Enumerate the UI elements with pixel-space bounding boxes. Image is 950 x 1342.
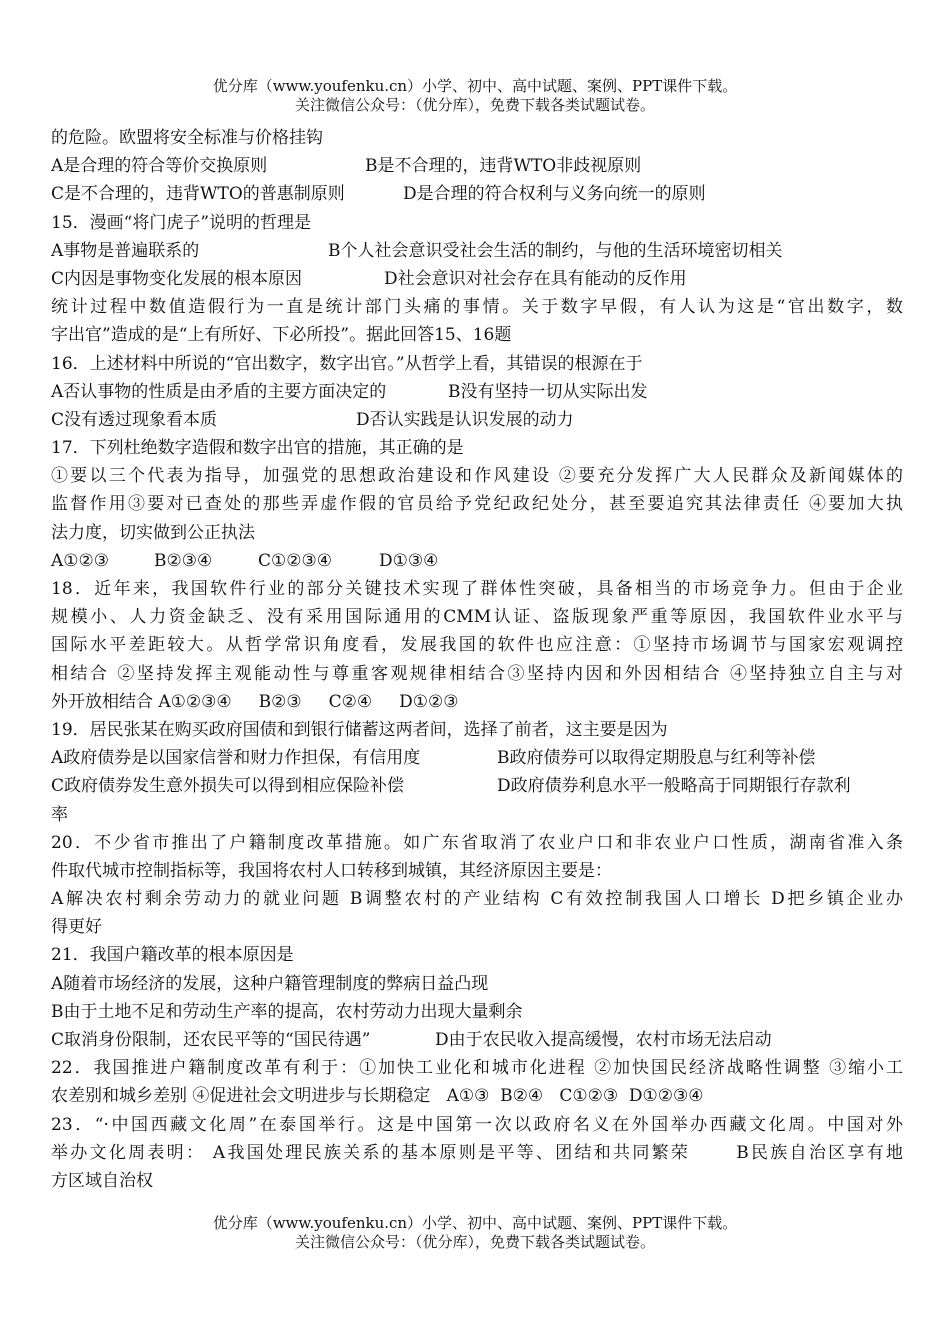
option-d: D是合理的符合权利与义务向统一的原则 [403, 184, 706, 205]
option-a: A①②③ [51, 550, 109, 571]
question-line: 国际水平差距较大。从哲学常识角度看，发展我国的软件也应注意：①坚持市场调节与国家宏观调控 [51, 635, 903, 656]
option-a: A否认事物的性质是由矛盾的主要方面决定的 [51, 381, 387, 402]
passage-line: 统计过程中数值造假行为一直是统计部门头痛的事情。关于数字早假，有人认为这是“官出数字，数 [51, 297, 903, 318]
statement-line: 监督作用③要对已查处的那些弄虚作假的官员给予党纪政纪处分，甚至要追究其法律责任 ④要加大执 [51, 494, 903, 515]
question-17: 17．下列杜绝数字造假和数字出官的措施，其正确的是 [51, 438, 464, 459]
header-line-1: 优分库（www.youfenku.cn）小学、初中、高中试题、案例、PPT课件下载。 [212, 77, 738, 95]
option-c: C①②③④ [258, 550, 332, 571]
option-line [51, 1026, 903, 1054]
question-20: 20．不少省市推出了户籍制度改革措施。如广东省取消了农业户口和非农业户口性质，湖南省准入条 [51, 832, 903, 853]
option-c: C内因是事物变化发展的根本原因 [51, 268, 303, 289]
option-line [51, 237, 903, 265]
page-header [0, 77, 950, 115]
option-line: 率 [51, 804, 68, 825]
option-line [51, 180, 903, 208]
option-c: C没有透过现象看本质 [51, 409, 218, 430]
option-line [51, 378, 903, 406]
question-line: 相结合 ②坚持发挥主观能动性与尊重客观规律相结合③坚持内因和外因相结合 ④坚持独立自主与对 [51, 663, 903, 684]
footer-line-2: 关注微信公众号：（优分库），免费下载各类试题试卷。 [294, 1233, 655, 1251]
option-c: C政府债券发生意外损失可以得到相应保险补偿 [51, 776, 405, 797]
document-body [51, 124, 903, 1195]
option-c: C是不合理的，违背WTO的普惠制原则 [51, 184, 345, 205]
option-line [51, 772, 903, 800]
question-23: 23．“·中国西藏文化周”在泰国举行。这是中国第一次以政府名义在外国举办西藏文化周。中国对外 [51, 1114, 903, 1135]
question-line: 规模小、人力资金缺乏、没有采用国际通用的CMM认证、盗版现象严重等原因，我国软件业水平与 [51, 607, 903, 628]
option-line: 得更好 [51, 917, 102, 938]
option-b: B由于土地不足和劳动生产率的提高，农村劳动力出现大量剩余 [51, 1001, 523, 1022]
option-d: D否认实践是认识发展的动力 [356, 409, 574, 430]
passage-line: 字出官”造成的是“上有所好、下必所投”。据此回答15、16题 [51, 325, 512, 346]
option-b: B②③④ [154, 550, 213, 571]
option-b: B没有坚持一切从实际出发 [448, 381, 648, 402]
option-a: A政府债券是以国家信誉和财力作担保，有信用度 [51, 748, 421, 769]
option-line [51, 152, 903, 180]
question-line: 件取代城市控制指标等，我国将农村人口转移到城镇，其经济原因主要是： [51, 860, 612, 881]
option-c: C取消身份限制，还农民平等的“国民待遇” [51, 1030, 371, 1050]
question-22: 22．我国推进户籍制度改革有利于：①加快工业化和城市化进程 ②加快国民经济战略性调整 ③缩小工 [51, 1058, 903, 1079]
option-d: D由于农民收入提高缓慢，农村市场无法启动 [435, 1030, 772, 1050]
option-d: D政府债券利息水平一般略高于同期银行存款利 [497, 776, 851, 797]
option-line [51, 265, 903, 293]
option-d: D①③④ [379, 550, 439, 571]
question-line: 外开放相结合 A①②③④ B②③ C②④ D①②③ [51, 691, 459, 712]
statement-line: ①要以三个代表为指导，加强党的思想政治建设和作风建设 ②要充分发挥广大人民群众及新闻媒体的 [51, 466, 903, 487]
option-a: A是合理的符合等价交换原则 [51, 156, 268, 177]
question-15: 15．漫画“将门虎子”说明的哲理是 [51, 212, 312, 233]
question-16: 16．上述材料中所说的“官出数字，数字出官。”从哲学上看，其错误的根源在于 [51, 353, 643, 374]
option-d: D社会意识对社会存在具有能动的反作用 [384, 268, 687, 289]
option-b: B政府债券可以取得定期股息与红利等补偿 [497, 748, 816, 769]
option-b: B是不合理的，违背WTO非歧视原则 [365, 156, 642, 177]
question-line: 举办文化周表明： A我国处理民族关系的基本原则是平等、团结和共同繁荣 B民族自治区享有地 [51, 1142, 903, 1163]
header-line-2: 关注微信公众号：（优分库），免费下载各类试题试卷。 [294, 96, 655, 114]
option-line [51, 406, 903, 434]
option-a: A事物是普遍联系的 [51, 240, 200, 261]
question-line: 方区域自治权 [51, 1170, 153, 1191]
option-a: A随着市场经济的发展，这种户籍管理制度的弊病日益凸现 [51, 973, 489, 994]
question-19: 19．居民张某在购买政府国债和到银行储蓄这两者间，选择了前者，这主要是因为 [51, 719, 668, 740]
option-b: B个人社会意识受社会生活的制约，与他的生活环境密切相关 [328, 240, 783, 261]
question-line: 农差别和城乡差别 ④促进社会文明进步与长期稳定 A①③ B②④ C①②③ D①②③④ [51, 1086, 704, 1107]
option-line [51, 547, 903, 575]
text-line: 的危险。欧盟将安全标准与价格挂钩 [51, 128, 323, 148]
footer-line-1: 优分库（www.youfenku.cn）小学、初中、高中试题、案例、PPT课件下载。 [212, 1214, 738, 1232]
question-18: 18．近年来，我国软件行业的部分关键技术实现了群体性突破，具备相当的市场竞争力。但由于企业 [51, 579, 903, 599]
page-footer [0, 1214, 950, 1252]
statement-line: 法力度，切实做到公正执法 [51, 522, 255, 543]
option-line: A解决农村剩余劳动力的就业问题 B调整农村的产业结构 C有效控制我国人口增长 D把乡镇企业办 [51, 889, 903, 910]
option-line [51, 744, 903, 772]
question-21: 21．我国户籍改革的根本原因是 [51, 945, 294, 966]
